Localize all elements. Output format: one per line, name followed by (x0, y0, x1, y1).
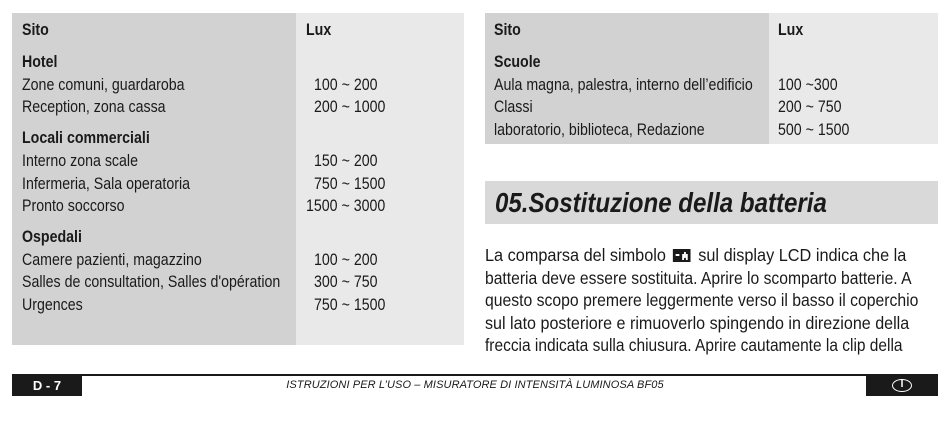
table-row-lux: 100 ~ 200 (314, 76, 378, 94)
table-row-lux: 750 ~ 1500 (314, 296, 386, 314)
group-heading: Ospedali (22, 228, 82, 246)
table-row-site: Urgences (22, 296, 83, 314)
section-title: 05.Sostituzione della batteria (495, 187, 827, 218)
language-badge (866, 376, 938, 396)
paragraph-text: sul display LCD indica che la (698, 245, 907, 265)
group-heading: Scuole (494, 53, 541, 71)
paragraph-line: batteria deve essere sostituita. Aprire lo scomparto batterie. A (485, 267, 912, 288)
table-row-site: Infermeria, Sala operatoria (22, 175, 191, 193)
battery-icon (673, 249, 691, 262)
table-row-site: Classi (494, 98, 533, 116)
table-row-lux: 100 ~ 200 (314, 251, 378, 269)
column-header-lux: Lux (778, 21, 804, 39)
table-row-lux: 500 ~ 1500 (778, 121, 850, 139)
lux-table-left (12, 13, 464, 345)
table-row-site: Aula magna, palestra, interno dell’edificio (494, 76, 753, 94)
table-row-lux: 200 ~ 750 (778, 98, 842, 116)
paragraph-line: freccia indicata sulla chiusura. Aprire cautamente la clip della (485, 335, 903, 355)
table-row-lux: 200 ~ 1000 (314, 98, 386, 116)
paragraph-line: questo scopo premere leggermente verso il basso il coperchio (485, 290, 919, 310)
paragraph-line: sul lato posteriore e rimuoverlo spingendo in direzione della (485, 312, 910, 333)
table-row-lux: 300 ~ 750 (314, 273, 378, 291)
table-row-site: Salles de consultation, Salles d'opération (22, 273, 281, 291)
paragraph-line (485, 244, 906, 267)
table-row-lux: 1500 ~ 3000 (306, 197, 386, 215)
table-row-site: Camere pazienti, magazzino (22, 251, 202, 269)
table-row-site: Pronto soccorso (22, 197, 125, 215)
column-header-site: Sito (494, 21, 521, 39)
table-row-site: Zone comuni, guardaroba (22, 76, 185, 94)
footer-title: ISTRUZIONI PER L’USO – MISURATORE DI INTENSITÀ LUMINOSA BF05 (286, 379, 664, 391)
group-heading: Hotel (22, 53, 58, 71)
table-row-site: laboratorio, biblioteca, Redazione (494, 121, 705, 139)
language-code: I (892, 379, 912, 392)
lux-table-right (485, 13, 938, 144)
group-heading: Locali commerciali (22, 129, 150, 147)
table-row-lux: 100 ~300 (778, 76, 838, 94)
paragraph-text: La comparsa del simbolo (485, 245, 666, 265)
table-row-site: Interno zona scale (22, 152, 138, 170)
table-row-lux: 150 ~ 200 (314, 152, 378, 170)
page-number: D - 7 (12, 376, 82, 396)
column-header-lux: Lux (306, 21, 332, 39)
column-header-site: Sito (22, 21, 49, 39)
footer-rule (12, 374, 938, 376)
table-row-lux: 750 ~ 1500 (314, 175, 386, 193)
section-heading-box (485, 181, 938, 224)
instructions-paragraph (485, 244, 938, 357)
table-row-site: Reception, zona cassa (22, 98, 166, 116)
